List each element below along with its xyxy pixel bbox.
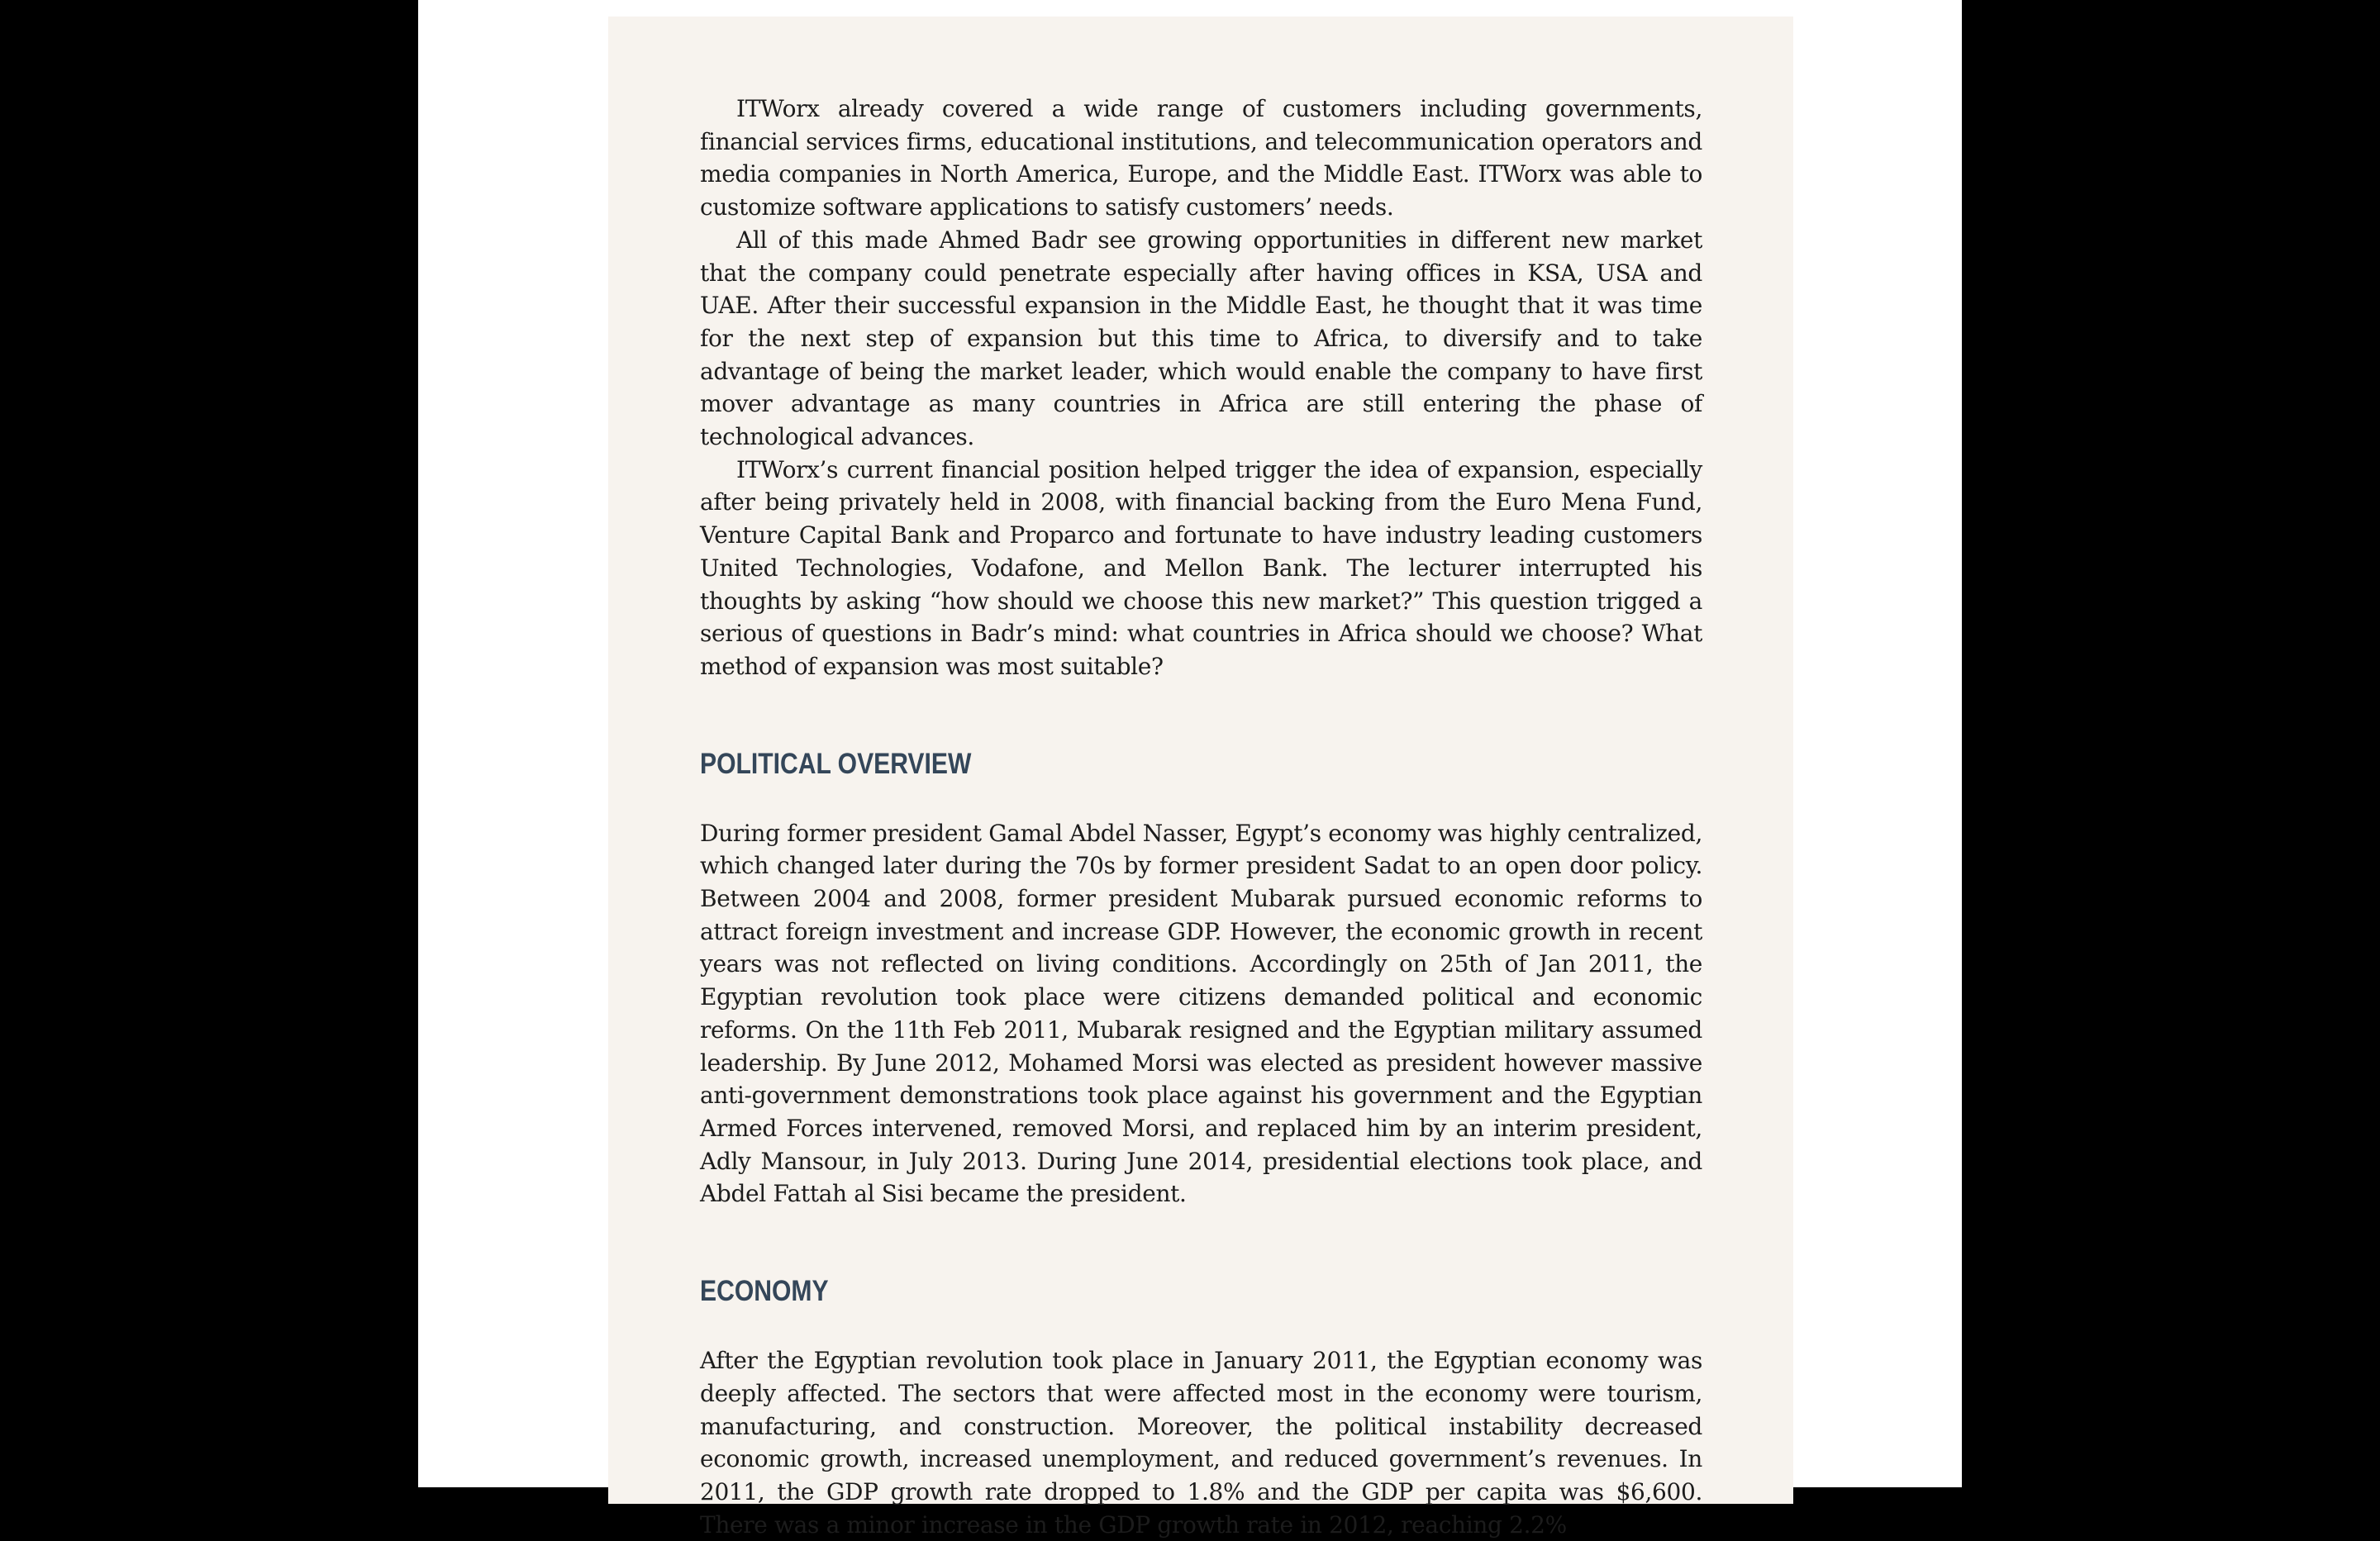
spacer (700, 1310, 1702, 1344)
economy-paragraph: After the Egyptian revolution took place in January 2011, the Egyptian economy was deeply affected. The sectors that were affected most in the economy were tourism, manufacturing, and construction. Moreover, the political instability decreased economic growth, increased unemployment, and reduced government’s revenues. In 2011, the GDP growth rate dropped to 1.8% and the GDP per capita was $6,600. There was a minor increase in the GDP growth rate in 2012, reaching 2.2% (700, 1347, 1702, 1539)
spacer (700, 1210, 1702, 1273)
political-overview-paragraph: During former president Gamal Abdel Nasser, Egypt’s economy was highly centralized, which changed later during the 70s by former president Sadat to an open door policy. Between 2004 and 2008, former president Mubarak pursued economic reforms to attract foreign investment and increase GDP. However, the economic growth in recent years was not reflected on living conditions. Accordingly on 25th of Jan 2011, the Egyptian revolution took place were citizens demanded political and economic reforms. On the 11th Feb 2011, Mubarak resigned and the Egyptian military assumed leadership. By June 2012, Mohamed Morsi was elected as president however massive anti-government demonstrations took place against his government and the Egyptian Armed Forces intervened, removed Morsi, and replaced him by an interim president, Adly Mansour, in July 2013. During June 2014, presidential elections took place, and Abdel Fattah al Sisi became the president. (700, 819, 1702, 1208)
spacer (700, 782, 1702, 817)
spacer (700, 683, 1702, 746)
economy-heading: ECONOMY (700, 1275, 829, 1308)
page-content (700, 93, 1702, 1541)
intro-paragraph-2: All of this made Ahmed Badr see growing opportunities in different new market that the company could penetrate especially after having offices in KSA, USA and UAE. After their successful expansion in the Middle East, he thought that it was time for the next step of expansion but this time to Africa, to diversify and to take advantage of being the market leader, which would enable the company to have first mover advantage as many countries in Africa are still entering the phase of technological advances. (700, 226, 1702, 451)
intro-paragraph-1: ITWorx already covered a wide range of customers including governments, financial services firms, educational institutions, and telecommunication operators and media companies in North America, Europe, and the Middle East. ITWorx was able to customize software applications to satisfy customers’ needs. (700, 95, 1702, 221)
political-overview-heading: POLITICAL OVERVIEW (700, 747, 972, 780)
intro-paragraph-3: ITWorx’s current financial position helped trigger the idea of expansion, especially after being privately held in 2008, with financial backing from the Euro Mena Fund, Venture Capital Bank and Proparco and fortunate to have industry leading customers United Technologies, Vodafone, and Mellon Bank. The lecturer interrupted his thoughts by asking “how should we choose this new market?” This question trigged a serious of questions in Badr’s mind: what countries in Africa should we choose? What method of expansion was most suitable? (700, 455, 1702, 680)
